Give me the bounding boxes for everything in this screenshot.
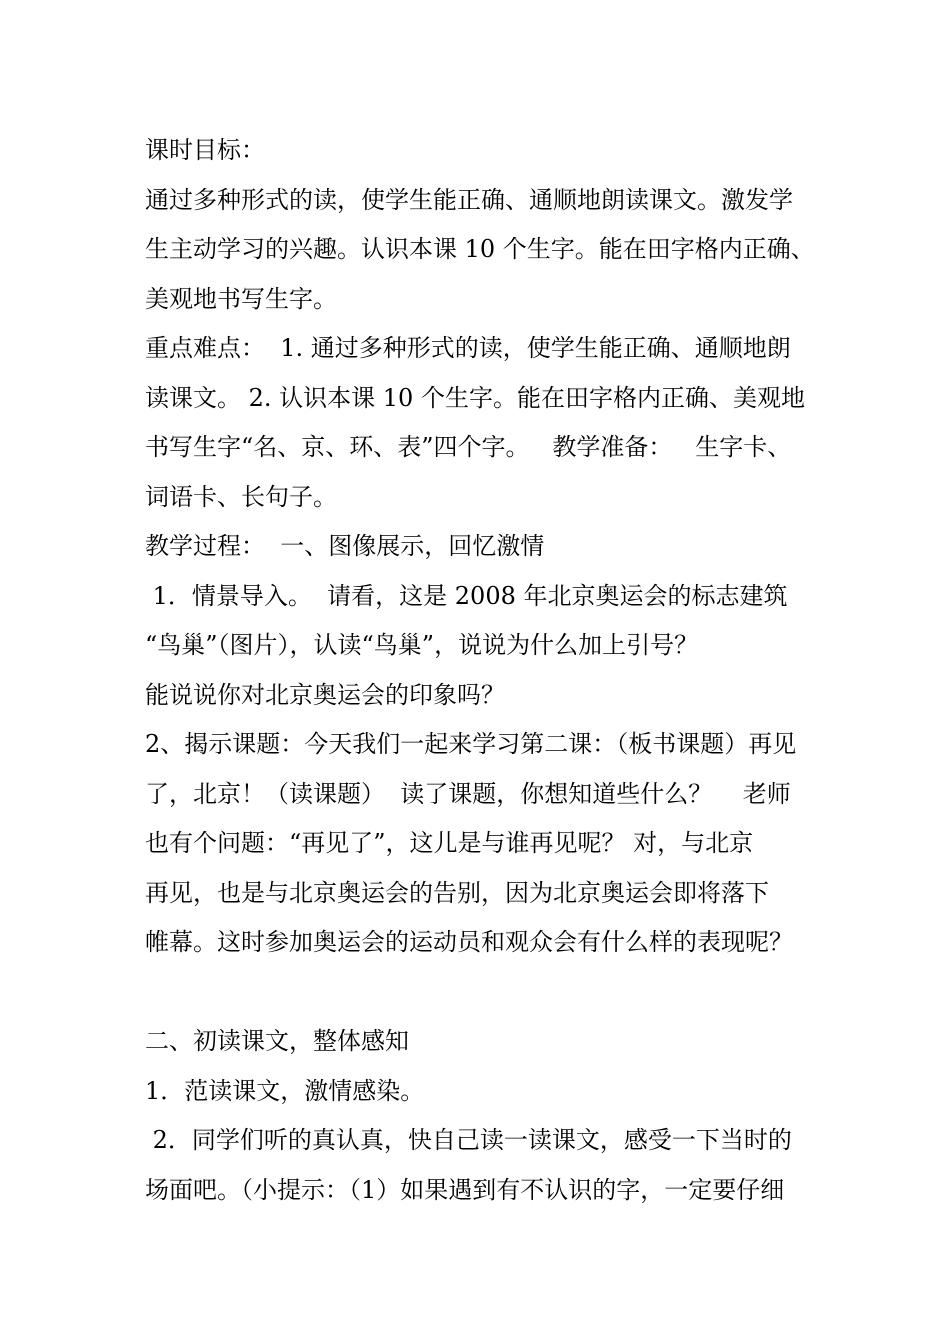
text-line: 通过多种形式的读，使学生能正确、通顺地朗读课文。激发学 [145,185,793,214]
text-line: 生主动学习的兴趣。认识本课 10 个生字。能在田字格内正确、 [145,235,815,263]
text-line: 能说说你对北京奥运会的印象吗？ [145,680,505,709]
text-line: 2、揭示课题：今天我们一起来学习第二课：（板书课题）再见 [145,730,797,758]
text-line: 二、初读课文，整体感知 [145,1027,409,1055]
text-line: 帷幕。这时参加奥运会的运动员和观众会有什么样的表现呢？ [145,928,793,956]
document-body [145,126,845,1215]
text-line: 再见，也是与北京奥运会的告别，因为北京奥运会即将落下 [145,878,769,907]
text-line: 教学过程： 一、图像展示，回忆激情 [145,532,545,560]
text-line: 书写生字“名、京、环、表”四个字。 教学准备： 生字卡、 [145,433,792,461]
text-line: 了，北京！（读课题） 读了课题，你想知道些什么？ 老师 [145,779,791,808]
text-line: 也有个问题：“再见了”，这儿是与谁再见呢？ 对，与北京 [145,829,754,857]
text-line: 1．范读课文，激情感染。 [145,1076,425,1105]
text-line: 场面吧。（小提示：（1）如果遇到有不认识的字，一定要仔细 [145,1175,785,1204]
text-line: 读课文。 2. 认识本课 10 个生字。能在田字格内正确、美观地 [145,383,805,412]
text-line: “鸟巢”（图片），认读“鸟巢”，说说为什么加上引号？ [145,631,699,659]
text-line: 词语卡、长句子。 [145,482,337,511]
text-line: 1．情景导入。 请看，这是 2008 年北京奥运会的标志建筑 [145,581,788,610]
text-line: 课时目标： [145,136,265,164]
text-line: 重点难点： 1. 通过多种形式的读，使学生能正确、通顺地朗 [145,334,791,362]
blank-line [145,968,845,1018]
text-line: 2．同学们听的真认真，快自己读一读课文，感受一下当时的 [145,1126,792,1154]
text-line: 美观地书写生字。 [145,284,337,313]
